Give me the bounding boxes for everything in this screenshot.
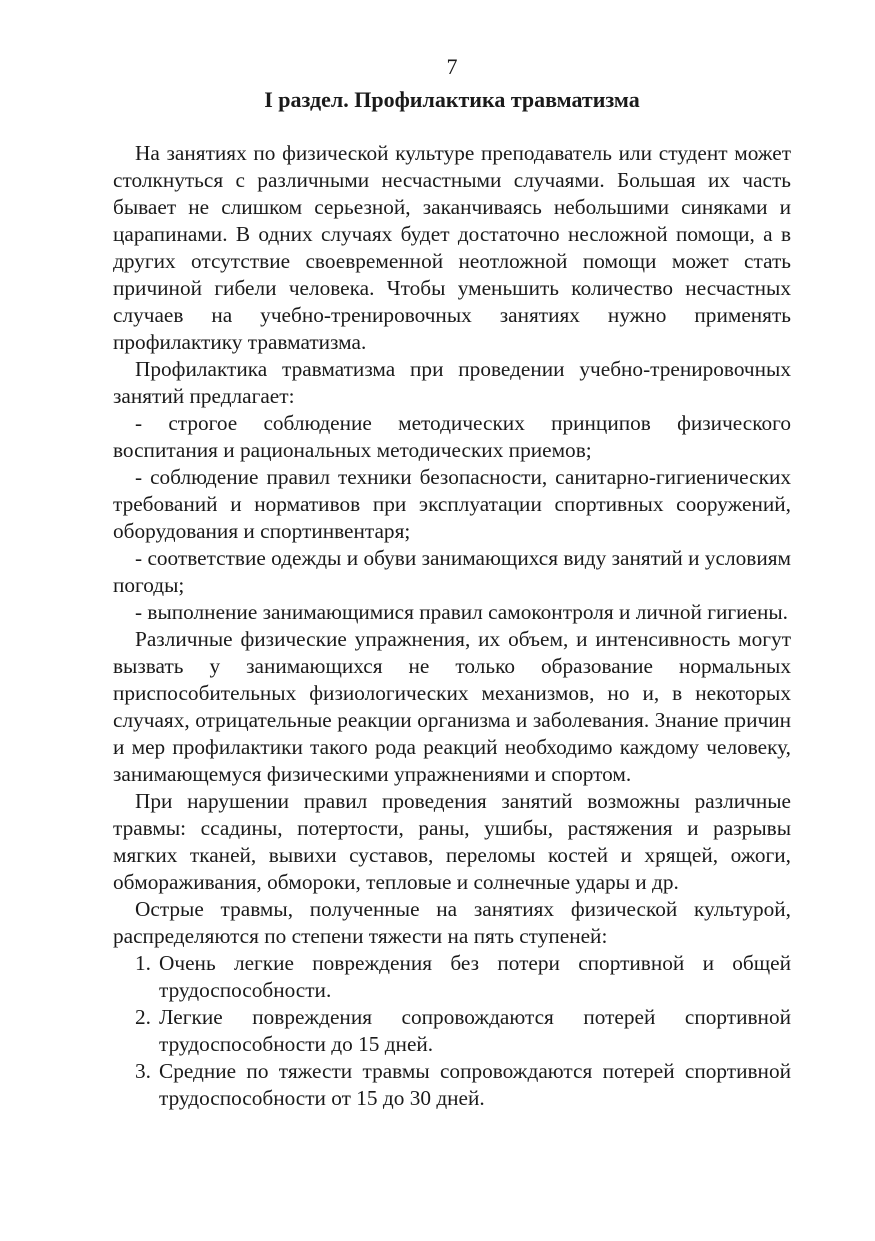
paragraph-intro: На занятиях по физической культуре преподаватель или студент может столкнуться с различными несчастными случаями. Большая их часть бывает не слишком серьезной, заканчиваясь небольшими синяками и царапинами. В одних случаях будет достаточно несложной помощи, а в других отсутствие своевременной неотложной помощи может стать причиной гибели человека. Чтобы уменьшить количество несчастных случаев на учебно-тренировочных занятиях нужно применять профилактику травматизма. [113,141,791,354]
paragraph-prevention-lead: Профилактика травматизма при проведении учебно-тренировочных занятий предлагает: [113,357,791,408]
list-item-text: Средние по тяжести травмы сопровождаются потерей спортивной трудоспособности от 15 до 30 дней. [159,1059,791,1110]
severity-list [113,950,791,1112]
document-page [113,54,791,1112]
paragraph-severity-lead: Острые травмы, полученные на занятиях физической культурой, распределяются по степени тяжести на пять ступеней: [113,897,791,948]
list-item-number: 2. [135,1005,151,1029]
list-item-text: Легкие повреждения сопровождаются потерей спортивной трудоспособности до 15 дней. [159,1005,791,1056]
list-item-number: 1. [135,951,151,975]
paragraph-bullet-principles: - строгое соблюдение методических принципов физического воспитания и рациональных методических приемов; [113,411,791,462]
paragraph-bullet-self-control: - выполнение занимающимися правил самоконтроля и личной гигиены. [135,600,788,624]
paragraph-bullet-safety: - соблюдение правил техники безопасности, санитарно-гигиенических требований и нормативов при эксплуатации спортивных сооружений, оборудования и спортинвентаря; [113,465,791,543]
list-item-number: 3. [135,1059,151,1083]
list-item [113,950,791,1004]
paragraph-bullet-clothing: - соответствие одежды и обуви занимающихся виду занятий и условиям погоды; [113,546,791,597]
list-item [113,1058,791,1112]
body-text [113,140,791,1112]
list-item [113,1004,791,1058]
paragraph-injury-types: При нарушении правил проведения занятий возможны различные травмы: ссадины, потертости, раны, ушибы, растяжения и разрывы мягких тканей, вывихи суставов, переломы костей и хрящей, ожоги, обмораживания, обмороки, тепловые и солнечные удары и др. [113,789,791,894]
section-title: I раздел. Профилактика травматизма [264,87,640,112]
list-item-text: Очень легкие повреждения без потери спортивной и общей трудоспособности. [159,951,791,1002]
paragraph-exercise-effects: Различные физические упражнения, их объем, и интенсивность могут вызвать у занимающихся не только образование нормальных приспособительных физиологических механизмов, но и, в некоторых случаях, отрицательные реакции организма и заболевания. Знание причин и мер профилактики такого рода реакций необходимо каждому человеку, занимающемуся физическими упражнениями и спортом. [113,627,791,786]
page-number: 7 [446,54,458,79]
